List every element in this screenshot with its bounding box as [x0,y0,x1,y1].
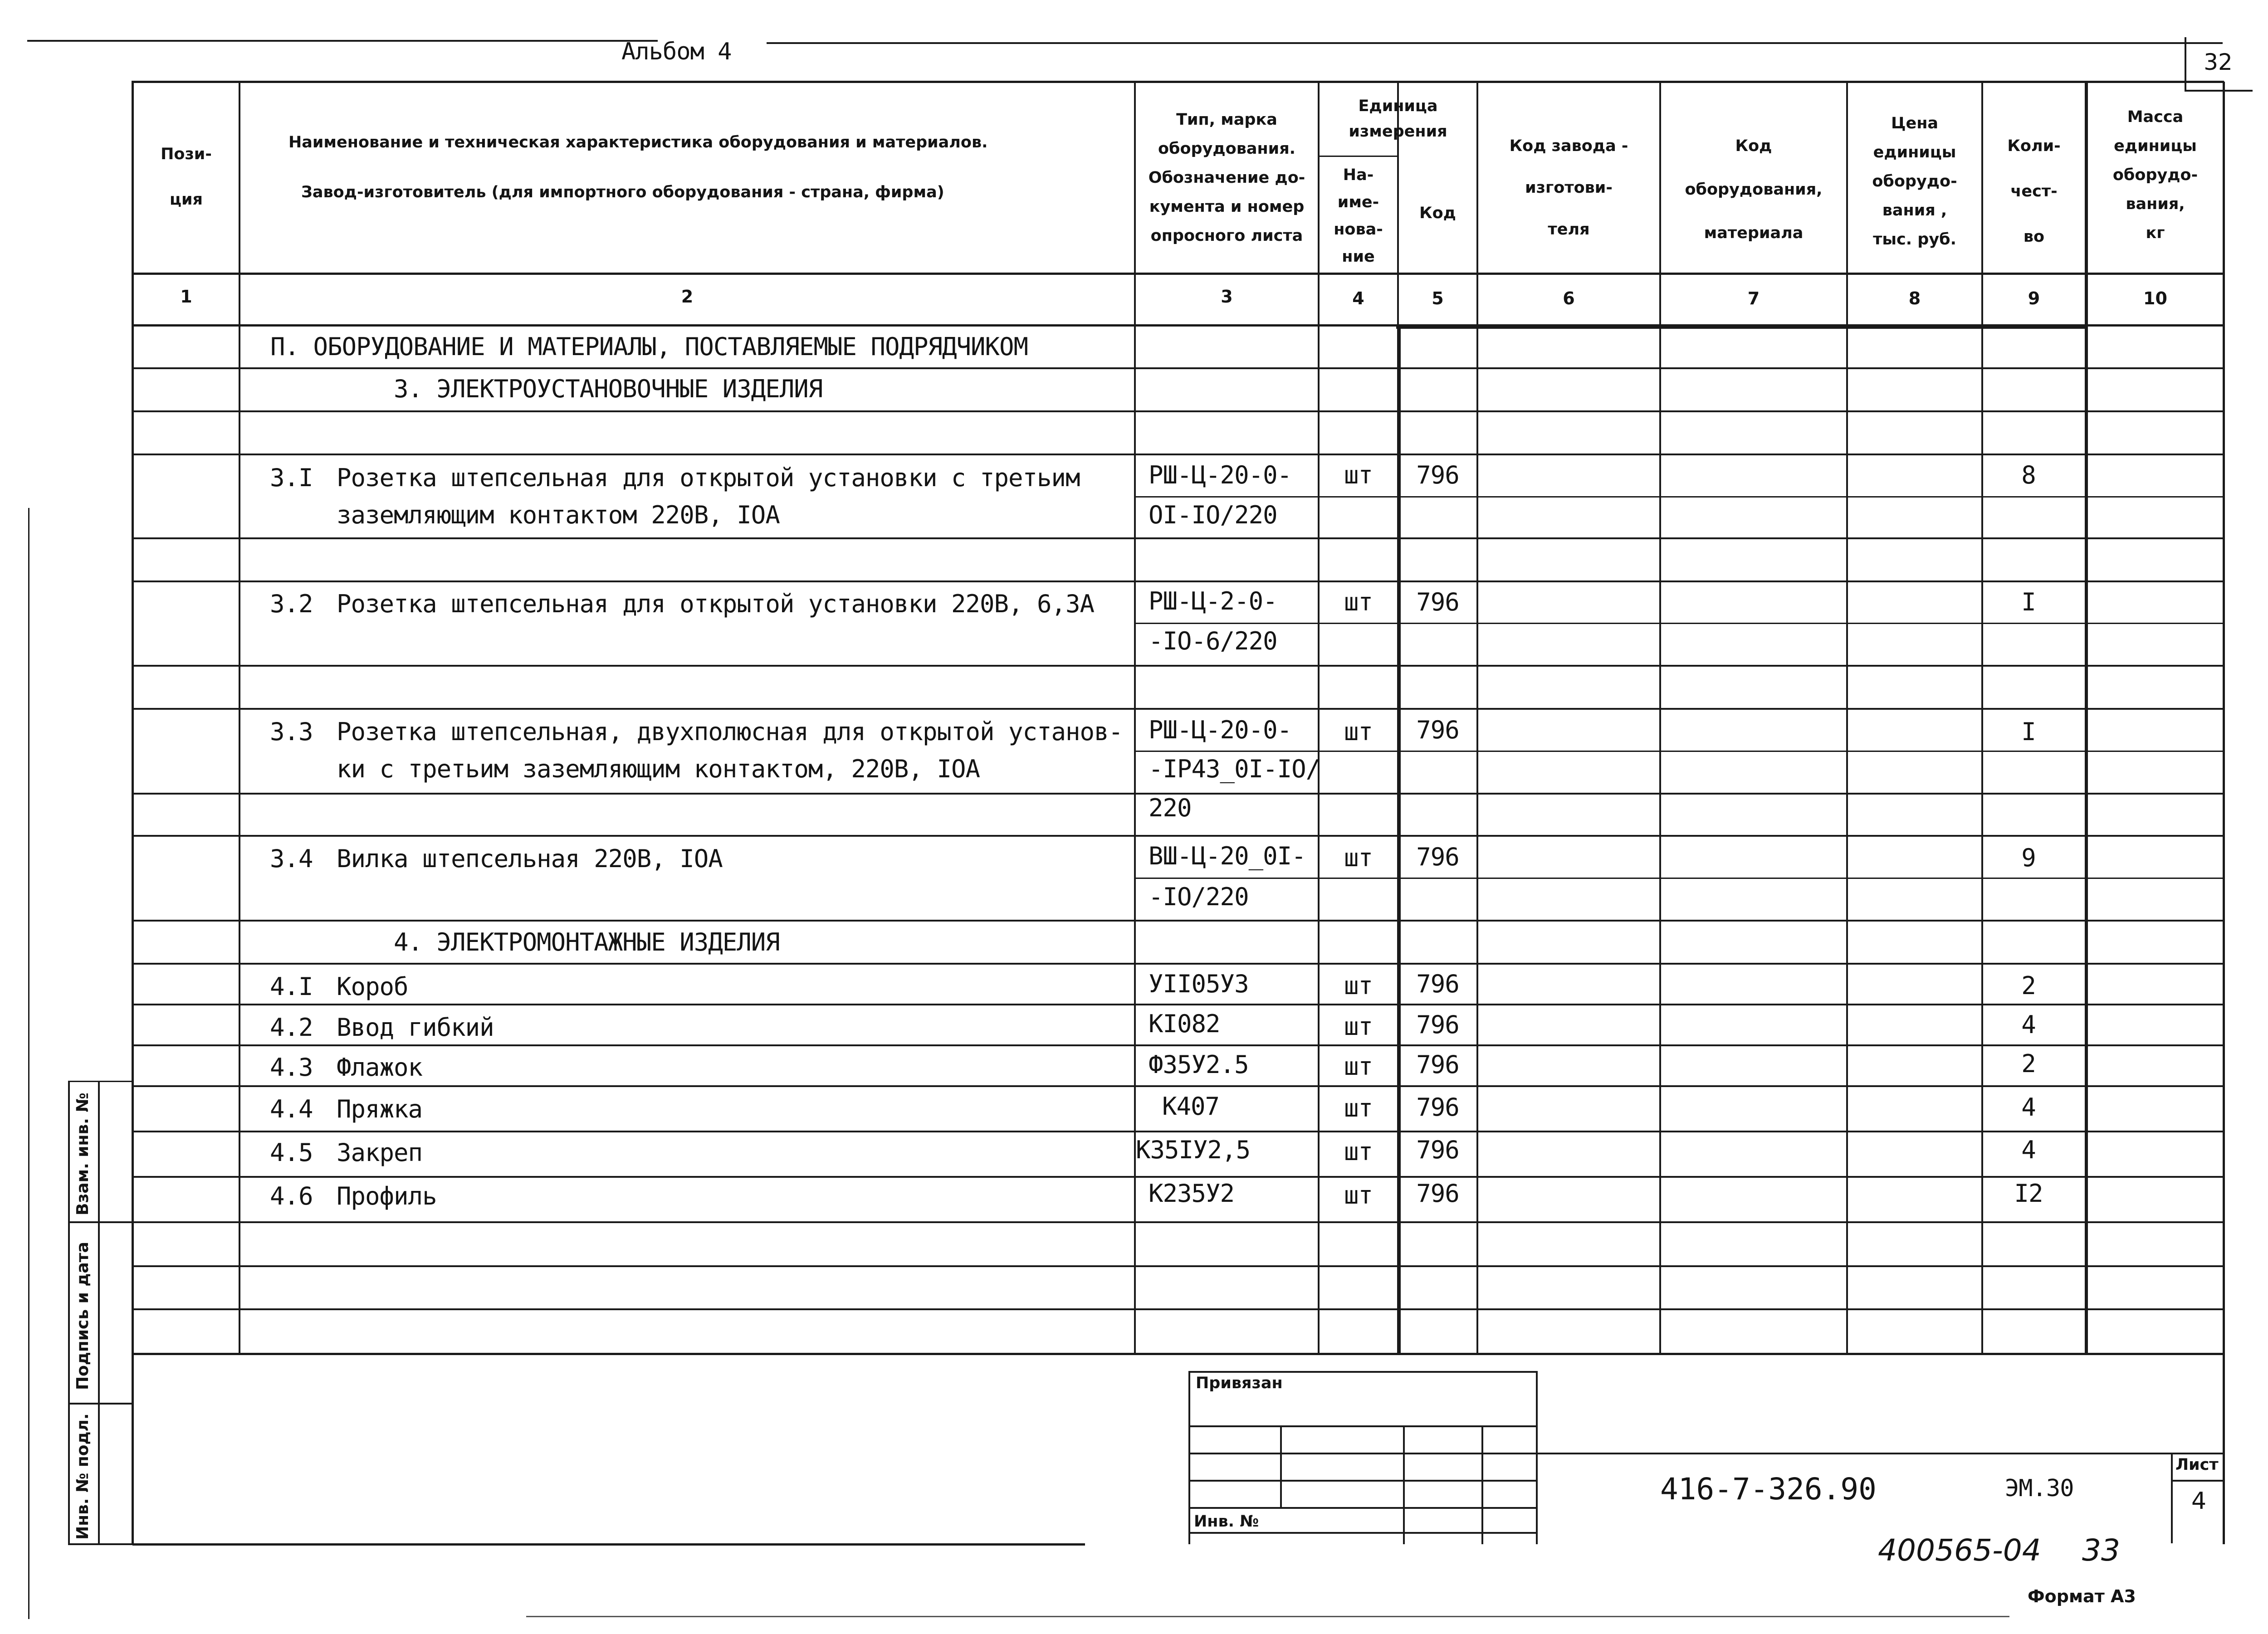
section-heading: 4. ЭЛЕКТРОМОНТАЖНЫЕ ИЗДЕЛИЯ [394,928,780,956]
handwritten-archive-code: 400565-04 [1878,1533,2041,1568]
item-unit-code: 796 [1416,1136,1459,1164]
item-position: 4.I [270,972,313,1001]
item-type: К35IУ2,5 [1136,1136,1251,1164]
item-type: 220 [1149,794,1192,822]
item-type: РШ-Ц-2-0- [1149,587,1277,615]
unit-group-header: Единица измерения [1349,97,1447,141]
item-position: 3.3 [270,717,313,746]
item-quantity: 8 [2021,461,2036,489]
paper-format: Формат А3 [2028,1586,2136,1606]
col3-header: Тип, марка оборудования. Обозначение до- кумента и номер опросного листа [1148,111,1305,245]
item-unit-code: 796 [1416,588,1459,616]
section-heading: П. ОБОРУДОВАНИЕ И МАТЕРИАЛЫ, ПОСТАВЛЯЕМЫЕ ПОДРЯДЧИКОМ [270,332,1028,361]
item-name: Розетка штепсельная, двухполюсная для открытой установ- [337,717,1123,746]
item-type: РШ-Ц-20-0- [1149,716,1292,744]
item-unit: шт [1344,971,1373,1000]
item-name: Профиль [337,1182,437,1210]
item-quantity: 2 [2021,1049,2036,1078]
item-name: Флажок [337,1053,423,1082]
document-mark: ЭМ.30 [2005,1475,2074,1502]
item-type: КI082 [1149,1010,1220,1038]
sheet-number: 4 [2191,1488,2207,1515]
item-type: -IO/220 [1149,883,1249,911]
column-number: 6 [1563,288,1575,308]
item-type: ВШ-Ц-20_0I- [1149,842,1306,870]
item-name: Закреп [337,1138,423,1167]
column-number: 9 [2028,288,2040,308]
item-unit: шт [1344,717,1373,746]
item-name: Ввод гибкий [337,1013,494,1042]
column-number: 10 [2143,288,2167,308]
document-code: 416-7-326.90 [1660,1472,1877,1507]
item-quantity: 4 [2021,1093,2036,1122]
item-quantity: I2 [2014,1179,2043,1208]
item-name: Розетка штепсельная для открытой установки с третьим [337,463,1080,492]
item-quantity: I [2021,717,2036,746]
item-quantity: 4 [2021,1136,2036,1164]
item-quantity: 9 [2021,844,2036,872]
item-type: OI-IO/220 [1149,501,1277,529]
column-number: 4 [1352,288,1364,308]
item-unit: шт [1344,1181,1373,1210]
item-name: Короб [337,972,408,1001]
item-unit-code: 796 [1416,1093,1459,1122]
linked-label: Привязан [1196,1374,1283,1392]
item-type: Ф35У2.5 [1149,1050,1249,1079]
item-position: 4.4 [270,1095,313,1123]
column-number: 1 [180,287,192,307]
item-unit-code: 796 [1416,716,1459,744]
inventory-number-label: Инв. № [1194,1512,1259,1531]
col7-header: Код оборудования, материала [1685,137,1823,242]
item-unit: шт [1344,844,1373,872]
page-corner-number: 32 [2204,49,2233,75]
col10-header: Масса единицы оборудо- вания, кг [2112,108,2198,242]
item-quantity: 2 [2021,971,2036,1000]
item-unit: шт [1344,461,1373,489]
column-number: 3 [1221,287,1233,307]
item-position: 3.I [270,463,313,492]
item-unit: шт [1344,1094,1373,1122]
item-position: 3.4 [270,844,313,873]
album-title: Альбом 4 [621,38,732,65]
item-position: 4.5 [270,1138,313,1167]
item-type: К407 [1162,1092,1220,1121]
item-unit: шт [1344,1012,1373,1041]
item-name: Вилка штепсельная 220В, IOA [337,844,723,873]
item-type: УII05У3 [1149,970,1249,998]
original-inventory-label: Инв. № подл. [73,1413,92,1540]
handwritten-page-number: 33 [2082,1533,2120,1568]
item-unit-code: 796 [1416,970,1459,998]
col1-header: Пози- ция [161,145,212,209]
section-heading: 3. ЭЛЕКТРОУСТАНОВОЧНЫЕ ИЗДЕЛИЯ [394,375,823,403]
item-unit: шт [1344,1052,1373,1081]
item-type: -IO-6/220 [1149,627,1277,655]
item-quantity: I [2021,588,2036,616]
item-unit-code: 796 [1416,843,1459,871]
replacement-inventory-label: Взам. инв. № [73,1093,92,1215]
item-name: Розетка штепсельная для открытой установки 220В, 6,3А [337,590,1095,618]
col4-header: На- име- нова- ние [1334,166,1383,266]
column-number: 7 [1747,288,1760,308]
column-number: 8 [1908,288,1921,308]
signature-date-label: Подпись и дата [73,1242,92,1390]
column-number: 5 [1432,288,1444,308]
item-name: заземляющим контактом 220В, IOA [337,501,780,529]
item-unit-code: 796 [1416,1010,1459,1039]
item-position: 4.2 [270,1013,313,1042]
item-quantity: 4 [2021,1010,2036,1039]
col8-header: Цена единицы оборудо- вания , тыс. руб. [1872,114,1957,249]
item-unit: шт [1344,588,1373,616]
col6-header: Код завода - изготови- теля [1509,137,1628,239]
item-name: Пряжка [337,1095,423,1123]
sheet-label: Лист [2175,1456,2219,1474]
col2-header-line2: Завод-изготовитель (для импортного оборудования - страна, фирма) [301,183,944,201]
item-type: -IP43_0I-IO/ [1149,755,1320,783]
col9-header: Коли- чест- во [2007,137,2061,246]
item-position: 4.3 [270,1053,313,1082]
column-number: 2 [681,287,694,307]
col5-header: Код [1419,204,1456,222]
col2-header-line1: Наименование и техническая характеристика оборудования и материалов. [288,133,988,151]
item-position: 4.6 [270,1182,313,1210]
item-unit: шт [1344,1137,1373,1166]
item-unit-code: 796 [1416,1179,1459,1208]
item-unit-code: 796 [1416,461,1459,489]
item-name: ки с третьим заземляющим контактом, 220В, IOA [337,755,980,783]
item-type: РШ-Ц-20-0- [1149,461,1292,489]
item-type: К235У2 [1149,1179,1235,1208]
item-position: 3.2 [270,590,313,618]
item-unit-code: 796 [1416,1050,1459,1079]
